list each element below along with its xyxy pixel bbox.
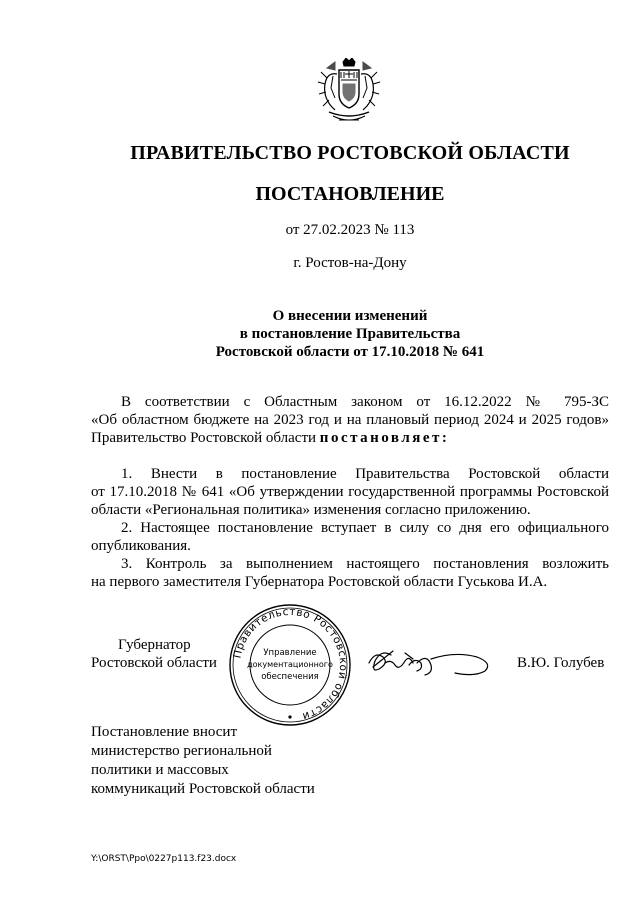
stamp-center-line: обеспечения (261, 672, 319, 682)
signatory-title: Губернатор (118, 637, 191, 653)
signatory-name: В.Ю. Голубев (517, 655, 605, 671)
item1-line: 1. Внести в постановление Правительства Ростовской области (121, 466, 609, 482)
stamp-ring-text: Правительство Ростовской области (231, 605, 350, 723)
signatory-region: Ростовской области (91, 655, 217, 671)
paragraph-gap (91, 447, 609, 465)
item2-line: 2. Настоящее постановление вступает в силу со дня его официального (121, 520, 609, 536)
document-city: г. Ростов-на-Дону (293, 255, 407, 271)
preamble-line (91, 429, 609, 447)
item2-line: опубликования. (91, 538, 191, 554)
subject-line: О внесении изменений (272, 308, 428, 324)
submitted-by-line: Постановление вносит (91, 724, 238, 740)
submitted-by-line: министерство региональной (91, 743, 272, 759)
resolves-word: постановляет: (319, 430, 450, 446)
item1-line: области «Региональная политика» изменения согласно приложению. (91, 502, 531, 518)
document-type: ПОСТАНОВЛЕНИЕ (255, 183, 445, 205)
subject-line: Ростовской области от 17.10.2018 № 641 (215, 344, 485, 360)
stamp-center-line: документационного (247, 660, 333, 669)
preamble-line: «Об областном бюджете на 2023 год и на плановый период 2024 и 2025 годов» (91, 412, 609, 428)
document-body (91, 393, 609, 591)
file-path: Y:\ORST\Ppo\0227p113.f23.docx (91, 854, 237, 864)
submitted-by-line: коммуникаций Ростовской области (91, 781, 315, 797)
item1-line: от 17.10.2018 № 641 «Об утверждении государственной программы Ростовской (91, 484, 609, 500)
document-date-number: от 27.02.2023 № 113 (285, 222, 415, 238)
item3-line: 3. Контроль за выполнением настоящего постановления возложить (121, 556, 609, 572)
preamble-line-text: Правительство Ростовской области (91, 430, 317, 446)
submitted-by-block (91, 723, 315, 799)
round-official-stamp-icon (228, 603, 352, 727)
submitted-by-line: политики и массовых (91, 762, 229, 778)
document-subject (0, 307, 640, 361)
item3-line: на первого заместителя Губернатора Ростовской области Гуськова И.А. (91, 574, 548, 590)
handwritten-signature-icon (365, 643, 495, 681)
government-title: ПРАВИТЕЛЬСТВО РОСТОВСКОЙ ОБЛАСТИ (130, 142, 570, 164)
stamp-center-line: Управление (263, 648, 317, 658)
preamble-line: В соответствии с Областным законом от 16.12.2022 № 795-ЗС (121, 394, 609, 410)
subject-line: в постановление Правительства (239, 326, 461, 342)
rostov-oblast-coat-of-arms-icon (313, 58, 385, 128)
